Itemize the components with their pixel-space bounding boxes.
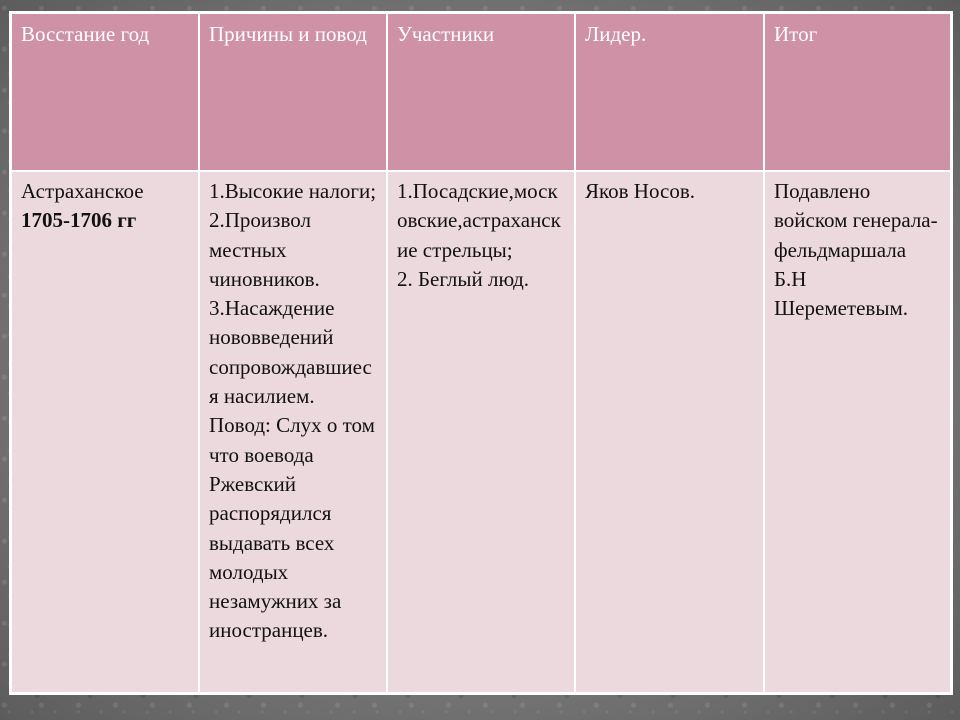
participant-item: 1.Посадские,московские,астраханские стрельцы; — [397, 179, 561, 262]
uprisings-table — [10, 12, 952, 694]
cause-pretext: Повод: Слух о том что воевода Ржевский распорядился выдавать всех молодых незамужних за иностранцев. — [209, 413, 375, 643]
cause-item: 1.Высокие налоги; — [209, 179, 377, 203]
uprising-years: 1705-1706 гг — [21, 208, 137, 233]
cell-result: Подавлено войском генерала-фельдмаршала Б.Н Шереметевым. — [764, 171, 951, 693]
header-leader: Лидер. — [575, 13, 764, 171]
header-causes: Причины и повод — [199, 13, 387, 171]
header-result: Итог — [764, 13, 951, 171]
table-header-row — [11, 13, 951, 171]
uprising-name: Астраханское — [21, 179, 144, 203]
table-row — [11, 171, 951, 693]
cell-uprising — [11, 171, 199, 693]
header-participants: Участники — [387, 13, 575, 171]
cell-leader: Яков Носов. — [575, 171, 764, 693]
participant-item: 2. Беглый люд. — [397, 266, 530, 291]
header-uprising-year: Восстание год — [11, 13, 199, 171]
cause-item: 2.Произвол местных чиновников. — [209, 208, 320, 291]
cell-participants — [387, 171, 575, 693]
cause-item: 3.Насаждение нововведений сопровождавшиеся насилием. — [209, 296, 372, 409]
cell-causes — [199, 171, 387, 693]
